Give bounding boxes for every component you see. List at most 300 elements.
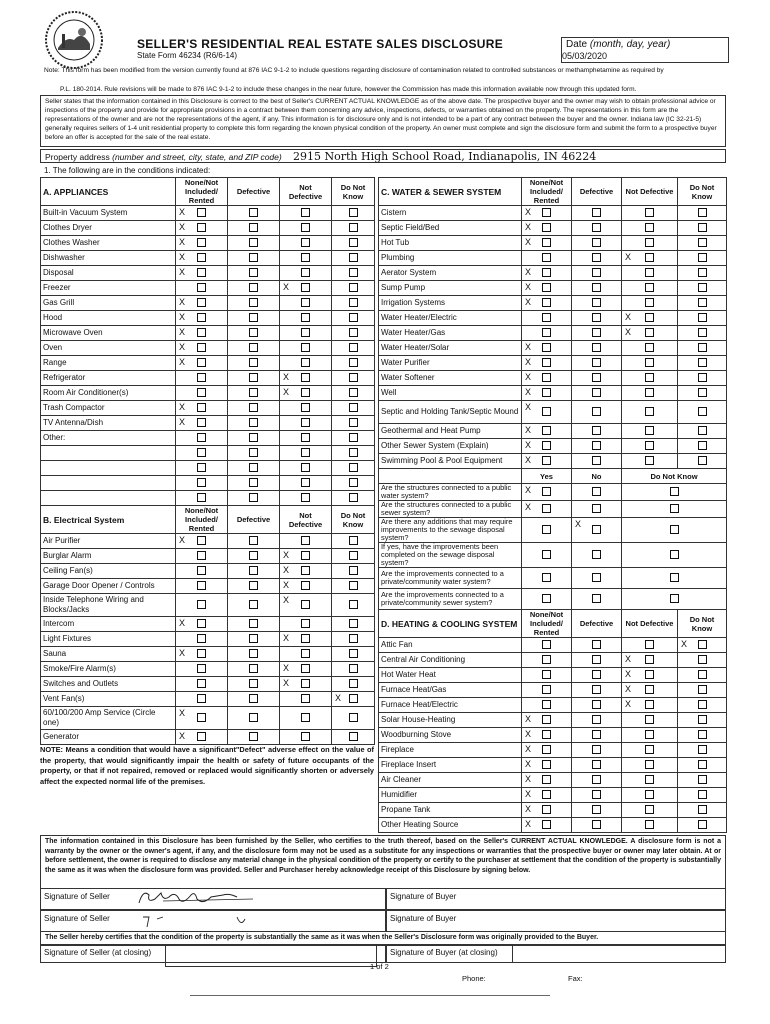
heating-cooling-check-dont-know[interactable] [678, 638, 727, 653]
heating-cooling-check-none[interactable] [522, 638, 572, 653]
checkbox[interactable] [542, 525, 551, 534]
water-sewer-check-none[interactable] [522, 326, 572, 341]
appliance-check-not-defective[interactable] [280, 491, 332, 506]
electrical-check-not-defective[interactable] [280, 677, 332, 692]
checkbox[interactable] [301, 664, 310, 673]
appliance-check-none[interactable] [176, 341, 228, 356]
checkbox[interactable] [645, 456, 654, 465]
checkbox[interactable] [197, 732, 206, 741]
checkbox[interactable] [698, 388, 707, 397]
appliance-check-none[interactable] [176, 461, 228, 476]
checkbox[interactable] [698, 730, 707, 739]
checkbox[interactable] [349, 713, 358, 722]
yes-check[interactable] [522, 484, 572, 501]
water-sewer-check-none[interactable] [522, 454, 572, 469]
checkbox[interactable] [670, 525, 679, 534]
heating-cooling-check-dont-know[interactable] [678, 683, 727, 698]
checkbox[interactable] [645, 328, 654, 337]
checkbox[interactable] [542, 760, 551, 769]
checkbox[interactable] [349, 619, 358, 628]
checkbox[interactable] [249, 433, 258, 442]
checkbox[interactable] [197, 664, 206, 673]
checkbox[interactable] [349, 448, 358, 457]
water-sewer-check-defective[interactable] [572, 236, 622, 251]
appliance-check-defective[interactable] [228, 311, 280, 326]
appliance-check-none[interactable] [176, 491, 228, 506]
water-sewer-check-none[interactable] [522, 251, 572, 266]
appliance-check-not-defective[interactable] [280, 371, 332, 386]
heating-cooling-check-not-defective[interactable] [622, 743, 678, 758]
appliance-check-dont-know[interactable] [332, 356, 375, 371]
checkbox[interactable] [698, 343, 707, 352]
checkbox[interactable] [349, 313, 358, 322]
heating-cooling-check-dont-know[interactable] [678, 668, 727, 683]
checkbox[interactable] [592, 283, 601, 292]
checkbox[interactable] [197, 208, 206, 217]
checkbox[interactable] [349, 536, 358, 545]
checkbox[interactable] [592, 775, 601, 784]
checkbox[interactable] [349, 581, 358, 590]
checkbox[interactable] [645, 790, 654, 799]
heating-cooling-check-defective[interactable] [572, 773, 622, 788]
heating-cooling-check-defective[interactable] [572, 698, 622, 713]
checkbox[interactable] [542, 805, 551, 814]
checkbox[interactable] [301, 313, 310, 322]
checkbox[interactable] [698, 208, 707, 217]
water-sewer-check-defective[interactable] [572, 454, 622, 469]
checkbox[interactable] [698, 268, 707, 277]
checkbox[interactable] [698, 760, 707, 769]
water-sewer-check-dont-know[interactable] [678, 401, 727, 424]
appliance-check-none[interactable] [176, 251, 228, 266]
electrical-check-none[interactable] [176, 534, 228, 549]
checkbox[interactable] [592, 223, 601, 232]
water-sewer-check-none[interactable] [522, 439, 572, 454]
checkbox[interactable] [645, 313, 654, 322]
appliance-check-defective[interactable] [228, 281, 280, 296]
checkbox[interactable] [349, 358, 358, 367]
checkbox[interactable] [698, 373, 707, 382]
checkbox[interactable] [542, 388, 551, 397]
checkbox[interactable] [249, 732, 258, 741]
heating-cooling-check-none[interactable] [522, 653, 572, 668]
water-sewer-check-none[interactable] [522, 341, 572, 356]
electrical-check-dont-know[interactable] [332, 579, 375, 594]
checkbox[interactable] [592, 407, 601, 416]
appliance-check-dont-know[interactable] [332, 251, 375, 266]
checkbox[interactable] [592, 550, 601, 559]
electrical-check-none[interactable] [176, 730, 228, 745]
heating-cooling-check-not-defective[interactable] [622, 683, 678, 698]
appliance-check-defective[interactable] [228, 206, 280, 221]
seller-signature-field-1[interactable] [40, 888, 386, 910]
checkbox[interactable] [698, 640, 707, 649]
water-sewer-check-none[interactable] [522, 296, 572, 311]
water-sewer-check-defective[interactable] [572, 401, 622, 424]
checkbox[interactable] [249, 566, 258, 575]
appliance-check-not-defective[interactable] [280, 341, 332, 356]
checkbox[interactable] [542, 685, 551, 694]
appliance-check-not-defective[interactable] [280, 401, 332, 416]
water-sewer-check-not-defective[interactable] [622, 251, 678, 266]
checkbox[interactable] [197, 238, 206, 247]
checkbox[interactable] [645, 358, 654, 367]
checkbox[interactable] [542, 268, 551, 277]
water-sewer-check-defective[interactable] [572, 266, 622, 281]
water-sewer-check-none[interactable] [522, 424, 572, 439]
checkbox[interactable] [592, 670, 601, 679]
checkbox[interactable] [301, 478, 310, 487]
heating-cooling-check-none[interactable] [522, 683, 572, 698]
seller-signature-field-2[interactable] [40, 910, 386, 932]
checkbox[interactable] [542, 313, 551, 322]
water-sewer-check-defective[interactable] [572, 296, 622, 311]
checkbox[interactable] [542, 238, 551, 247]
checkbox[interactable] [249, 268, 258, 277]
heating-cooling-check-dont-know[interactable] [678, 713, 727, 728]
checkbox[interactable] [249, 418, 258, 427]
appliance-check-none[interactable] [176, 326, 228, 341]
appliance-check-none[interactable] [176, 221, 228, 236]
checkbox[interactable] [197, 418, 206, 427]
checkbox[interactable] [349, 268, 358, 277]
checkbox[interactable] [698, 820, 707, 829]
water-sewer-check-dont-know[interactable] [678, 386, 727, 401]
water-sewer-check-dont-know[interactable] [678, 221, 727, 236]
appliance-check-not-defective[interactable] [280, 476, 332, 491]
checkbox[interactable] [249, 536, 258, 545]
electrical-check-dont-know[interactable] [332, 534, 375, 549]
appliance-check-defective[interactable] [228, 401, 280, 416]
heating-cooling-check-none[interactable] [522, 788, 572, 803]
electrical-check-none[interactable] [176, 564, 228, 579]
checkbox[interactable] [592, 253, 601, 262]
appliance-check-defective[interactable] [228, 296, 280, 311]
appliance-check-none[interactable] [176, 416, 228, 431]
checkbox[interactable] [542, 441, 551, 450]
electrical-check-defective[interactable] [228, 692, 280, 707]
appliance-check-defective[interactable] [228, 236, 280, 251]
checkbox[interactable] [249, 313, 258, 322]
checkbox[interactable] [592, 456, 601, 465]
water-sewer-check-defective[interactable] [572, 424, 622, 439]
checkbox[interactable] [592, 790, 601, 799]
checkbox[interactable] [197, 478, 206, 487]
appliance-check-defective[interactable] [228, 326, 280, 341]
checkbox[interactable] [349, 388, 358, 397]
checkbox[interactable] [698, 407, 707, 416]
checkbox[interactable] [301, 536, 310, 545]
checkbox[interactable] [698, 313, 707, 322]
appliance-check-dont-know[interactable] [332, 296, 375, 311]
checkbox[interactable] [542, 373, 551, 382]
appliance-check-not-defective[interactable] [280, 236, 332, 251]
checkbox[interactable] [670, 573, 679, 582]
checkbox[interactable] [197, 536, 206, 545]
checkbox[interactable] [645, 670, 654, 679]
electrical-check-dont-know[interactable] [332, 594, 375, 617]
electrical-check-none[interactable] [176, 632, 228, 647]
checkbox[interactable] [542, 487, 551, 496]
checkbox[interactable] [645, 441, 654, 450]
checkbox[interactable] [592, 640, 601, 649]
appliance-check-dont-know[interactable] [332, 206, 375, 221]
checkbox[interactable] [592, 745, 601, 754]
checkbox[interactable] [542, 298, 551, 307]
water-sewer-check-defective[interactable] [572, 386, 622, 401]
water-sewer-check-none[interactable] [522, 206, 572, 221]
checkbox[interactable] [592, 504, 601, 513]
appliance-check-none[interactable] [176, 236, 228, 251]
heating-cooling-check-dont-know[interactable] [678, 743, 727, 758]
checkbox[interactable] [592, 343, 601, 352]
checkbox[interactable] [197, 649, 206, 658]
checkbox[interactable] [645, 238, 654, 247]
checkbox[interactable] [592, 426, 601, 435]
checkbox[interactable] [197, 600, 206, 609]
checkbox[interactable] [349, 600, 358, 609]
checkbox[interactable] [645, 640, 654, 649]
checkbox[interactable] [698, 745, 707, 754]
electrical-check-none[interactable] [176, 707, 228, 730]
appliance-check-defective[interactable] [228, 431, 280, 446]
checkbox[interactable] [698, 715, 707, 724]
water-sewer-check-none[interactable] [522, 401, 572, 424]
checkbox[interactable] [349, 551, 358, 560]
water-sewer-check-defective[interactable] [572, 206, 622, 221]
water-sewer-check-defective[interactable] [572, 221, 622, 236]
dont-know-check[interactable] [622, 543, 727, 568]
appliance-check-dont-know[interactable] [332, 371, 375, 386]
heating-cooling-check-dont-know[interactable] [678, 653, 727, 668]
yes-check[interactable] [522, 518, 572, 543]
checkbox[interactable] [645, 760, 654, 769]
checkbox[interactable] [249, 713, 258, 722]
yes-check[interactable] [522, 589, 572, 610]
checkbox[interactable] [349, 478, 358, 487]
heating-cooling-check-not-defective[interactable] [622, 803, 678, 818]
appliance-check-not-defective[interactable] [280, 281, 332, 296]
checkbox[interactable] [698, 298, 707, 307]
checkbox[interactable] [542, 223, 551, 232]
checkbox[interactable] [698, 441, 707, 450]
electrical-check-defective[interactable] [228, 594, 280, 617]
checkbox[interactable] [670, 504, 679, 513]
checkbox[interactable] [301, 358, 310, 367]
checkbox[interactable] [349, 253, 358, 262]
heating-cooling-check-none[interactable] [522, 773, 572, 788]
checkbox[interactable] [197, 283, 206, 292]
checkbox[interactable] [670, 487, 679, 496]
heating-cooling-check-defective[interactable] [572, 728, 622, 743]
checkbox[interactable] [197, 328, 206, 337]
appliance-check-dont-know[interactable] [332, 461, 375, 476]
electrical-check-dont-know[interactable] [332, 617, 375, 632]
electrical-check-defective[interactable] [228, 564, 280, 579]
checkbox[interactable] [542, 655, 551, 664]
checkbox[interactable] [592, 594, 601, 603]
checkbox[interactable] [542, 745, 551, 754]
electrical-check-none[interactable] [176, 692, 228, 707]
appliance-check-defective[interactable] [228, 221, 280, 236]
electrical-check-defective[interactable] [228, 730, 280, 745]
checkbox[interactable] [592, 573, 601, 582]
checkbox[interactable] [542, 730, 551, 739]
heating-cooling-check-defective[interactable] [572, 683, 622, 698]
appliance-check-dont-know[interactable] [332, 491, 375, 506]
checkbox[interactable] [301, 581, 310, 590]
appliance-check-none[interactable] [176, 446, 228, 461]
checkbox[interactable] [197, 373, 206, 382]
electrical-check-not-defective[interactable] [280, 692, 332, 707]
electrical-check-defective[interactable] [228, 632, 280, 647]
checkbox[interactable] [249, 283, 258, 292]
water-sewer-check-none[interactable] [522, 221, 572, 236]
water-sewer-check-dont-know[interactable] [678, 356, 727, 371]
checkbox[interactable] [249, 388, 258, 397]
checkbox[interactable] [645, 268, 654, 277]
heating-cooling-check-defective[interactable] [572, 743, 622, 758]
water-sewer-check-none[interactable] [522, 236, 572, 251]
water-sewer-check-dont-know[interactable] [678, 281, 727, 296]
checkbox[interactable] [645, 283, 654, 292]
checkbox[interactable] [645, 805, 654, 814]
water-sewer-check-defective[interactable] [572, 341, 622, 356]
checkbox[interactable] [592, 730, 601, 739]
checkbox[interactable] [592, 525, 601, 534]
electrical-check-not-defective[interactable] [280, 579, 332, 594]
appliance-check-none[interactable] [176, 476, 228, 491]
electrical-check-dont-know[interactable] [332, 632, 375, 647]
heating-cooling-check-dont-know[interactable] [678, 773, 727, 788]
checkbox[interactable] [349, 679, 358, 688]
checkbox[interactable] [542, 208, 551, 217]
electrical-check-dont-know[interactable] [332, 564, 375, 579]
appliance-check-not-defective[interactable] [280, 386, 332, 401]
heating-cooling-check-not-defective[interactable] [622, 818, 678, 833]
checkbox[interactable] [592, 313, 601, 322]
checkbox[interactable] [249, 694, 258, 703]
checkbox[interactable] [645, 730, 654, 739]
checkbox[interactable] [301, 223, 310, 232]
checkbox[interactable] [197, 581, 206, 590]
checkbox[interactable] [249, 238, 258, 247]
checkbox[interactable] [542, 670, 551, 679]
water-sewer-check-not-defective[interactable] [622, 341, 678, 356]
electrical-check-defective[interactable] [228, 534, 280, 549]
checkbox[interactable] [197, 463, 206, 472]
heating-cooling-check-not-defective[interactable] [622, 668, 678, 683]
checkbox[interactable] [670, 550, 679, 559]
water-sewer-check-none[interactable] [522, 266, 572, 281]
water-sewer-check-not-defective[interactable] [622, 386, 678, 401]
checkbox[interactable] [301, 463, 310, 472]
checkbox[interactable] [698, 775, 707, 784]
checkbox[interactable] [301, 694, 310, 703]
checkbox[interactable] [698, 358, 707, 367]
heating-cooling-check-none[interactable] [522, 758, 572, 773]
checkbox[interactable] [645, 745, 654, 754]
checkbox[interactable] [249, 343, 258, 352]
appliance-check-none[interactable] [176, 371, 228, 386]
heating-cooling-check-not-defective[interactable] [622, 758, 678, 773]
checkbox[interactable] [301, 388, 310, 397]
water-sewer-check-dont-know[interactable] [678, 236, 727, 251]
checkbox[interactable] [249, 679, 258, 688]
appliance-check-none[interactable] [176, 386, 228, 401]
checkbox[interactable] [542, 343, 551, 352]
appliance-check-dont-know[interactable] [332, 221, 375, 236]
appliance-check-dont-know[interactable] [332, 326, 375, 341]
buyer-signature-field-1[interactable] [386, 888, 726, 910]
appliance-check-not-defective[interactable] [280, 416, 332, 431]
appliance-check-dont-know[interactable] [332, 266, 375, 281]
checkbox[interactable] [698, 328, 707, 337]
appliance-check-defective[interactable] [228, 476, 280, 491]
heating-cooling-check-none[interactable] [522, 713, 572, 728]
dont-know-check[interactable] [622, 484, 727, 501]
checkbox[interactable] [645, 343, 654, 352]
checkbox[interactable] [249, 208, 258, 217]
water-sewer-check-not-defective[interactable] [622, 266, 678, 281]
appliance-check-defective[interactable] [228, 491, 280, 506]
heating-cooling-check-dont-know[interactable] [678, 818, 727, 833]
heating-cooling-check-dont-know[interactable] [678, 728, 727, 743]
checkbox[interactable] [645, 373, 654, 382]
appliance-check-dont-know[interactable] [332, 476, 375, 491]
checkbox[interactable] [197, 268, 206, 277]
checkbox[interactable] [197, 566, 206, 575]
water-sewer-check-none[interactable] [522, 371, 572, 386]
appliance-check-none[interactable] [176, 281, 228, 296]
water-sewer-check-defective[interactable] [572, 356, 622, 371]
heating-cooling-check-none[interactable] [522, 728, 572, 743]
heating-cooling-check-defective[interactable] [572, 713, 622, 728]
water-sewer-check-not-defective[interactable] [622, 236, 678, 251]
electrical-check-none[interactable] [176, 594, 228, 617]
checkbox[interactable] [301, 268, 310, 277]
electrical-check-dont-know[interactable] [332, 647, 375, 662]
heating-cooling-check-defective[interactable] [572, 788, 622, 803]
water-sewer-check-not-defective[interactable] [622, 296, 678, 311]
checkbox[interactable] [301, 283, 310, 292]
checkbox[interactable] [698, 223, 707, 232]
no-check[interactable] [572, 484, 622, 501]
checkbox[interactable] [592, 358, 601, 367]
heating-cooling-check-defective[interactable] [572, 653, 622, 668]
appliance-check-not-defective[interactable] [280, 266, 332, 281]
checkbox[interactable] [349, 566, 358, 575]
appliance-check-defective[interactable] [228, 341, 280, 356]
checkbox[interactable] [349, 732, 358, 741]
checkbox[interactable] [301, 679, 310, 688]
checkbox[interactable] [301, 328, 310, 337]
checkbox[interactable] [645, 223, 654, 232]
electrical-check-defective[interactable] [228, 549, 280, 564]
electrical-check-not-defective[interactable] [280, 730, 332, 745]
checkbox[interactable] [698, 283, 707, 292]
water-sewer-check-dont-know[interactable] [678, 206, 727, 221]
appliance-check-not-defective[interactable] [280, 326, 332, 341]
checkbox[interactable] [542, 573, 551, 582]
water-sewer-check-dont-know[interactable] [678, 439, 727, 454]
checkbox[interactable] [542, 790, 551, 799]
water-sewer-check-defective[interactable] [572, 326, 622, 341]
electrical-check-not-defective[interactable] [280, 647, 332, 662]
checkbox[interactable] [301, 373, 310, 382]
checkbox[interactable] [249, 478, 258, 487]
electrical-check-none[interactable] [176, 662, 228, 677]
